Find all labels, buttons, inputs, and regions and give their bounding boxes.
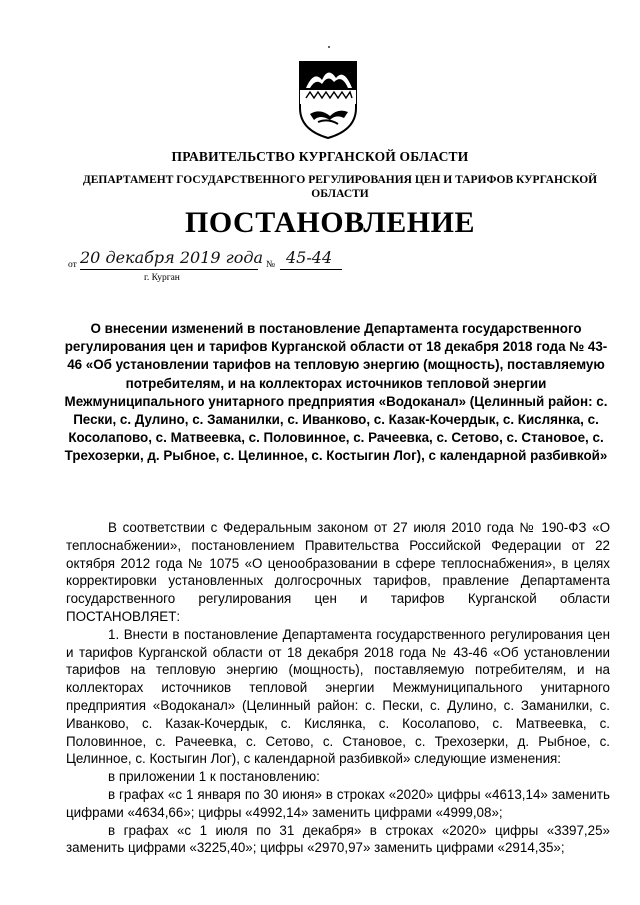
- date-number-line: [68, 248, 368, 288]
- number-underline: [280, 269, 342, 270]
- paragraph-change-jan-jun: в графах «с 1 января по 30 июня» в строках «2020» цифры «4613,14» заменить цифрами «4634,66»; цифры «4992,14» заменить цифрами «4999,08»;: [66, 786, 610, 820]
- document-type-title: ПОСТАНОВЛЕНИЕ: [185, 206, 475, 239]
- paragraph-item-1: 1. Внести в постановление Департамента государственного регулирования цен и тарифов Курганской области от 18 декабря 2018 года № 43-46 «Об установлении тарифов на тепловую энергию (мощность), поставляемую потребителям, и на коллекторах источников тепловой энергии Межмуниципального унитарного предприятия «Водоканал» (Целинный район: с. Пески, с. Дулино, с. Заманилки, с. Иванково, с. Казак-Кочердык, с. Кислянка, с. Косолапово, с. Матвеевка, с. Половинное, с. Рачеевка, с. Сетово, с. Становое, с. Трехозерки, д. Рыбное, с. Целинное, с. Костыгин Лог), с календарной разбивкой» следующие изменения:: [66, 626, 610, 767]
- department-name: ДЕПАРТАМЕНТ ГОСУДАРСТВЕННОГО РЕГУЛИРОВАНИЯ ЦЕН И ТАРИФОВ КУРГАНСКОЙ ОБЛАСТИ: [82, 174, 598, 200]
- number-prefix: №: [266, 260, 276, 270]
- city: г. Курган: [144, 273, 180, 283]
- paragraph-change-jul-dec: в графах «с 1 июля по 31 декабря» в строках «2020» цифры «3397,25» заменить цифрами «3225,40»; цифры «2970,97» заменить цифрами «2914,35»;: [66, 822, 610, 856]
- paragraph-preamble: В соответствии с Федеральным законом от 27 июля 2010 года № 190-ФЗ «О теплоснабжении», постановлением Правительства Российской Федерации от 22 октября 2012 года № 1075 «О ценообразовании в сфере теплоснабжения», в целях корректировки установленных долгосрочных тарифов, правление Департамента государственного регулирования цен и тарифов Курганской области ПОСТАНОВЛЯЕТ:: [66, 520, 610, 624]
- resolution-heading: О внесении изменений в постановление Департамента государственного регулирования цен и тарифов Курганской области от 18 декабря 2018 года № 43-46 «Об установлении тарифов на тепловую энергию (мощность), поставляемую потребителям, и на коллекторах источников тепловой энергии Межмуниципального унитарного предприятия «Водоканал» (Целинный район: с. Пески, с. Дулино, с. Заманилки, с. Иванково, с. Казак-Кочердык, с. Кислянка, с. Косолапово, с. Матвеевка, с. Половинное, с. Рачеевка, с. Сетово, с. Становое, с. Трехозерки, д. Рыбное, с. Целинное, с. Костыгин Лог), с календарной разбивкой»: [64, 321, 608, 464]
- date-prefix: от: [68, 260, 77, 270]
- handwritten-date: 20 декабря 2019 года: [80, 248, 264, 267]
- document-body: [66, 519, 610, 857]
- government-name: ПРАВИТЕЛЬСТВО КУРГАНСКОЙ ОБЛАСТИ: [171, 149, 469, 164]
- paragraph-appendix: в приложении 1 к постановлению:: [108, 769, 320, 785]
- scan-speck: [328, 46, 330, 48]
- handwritten-number: 45-44: [286, 248, 333, 267]
- date-underline: [80, 269, 258, 270]
- coat-of-arms-emblem: [296, 58, 360, 140]
